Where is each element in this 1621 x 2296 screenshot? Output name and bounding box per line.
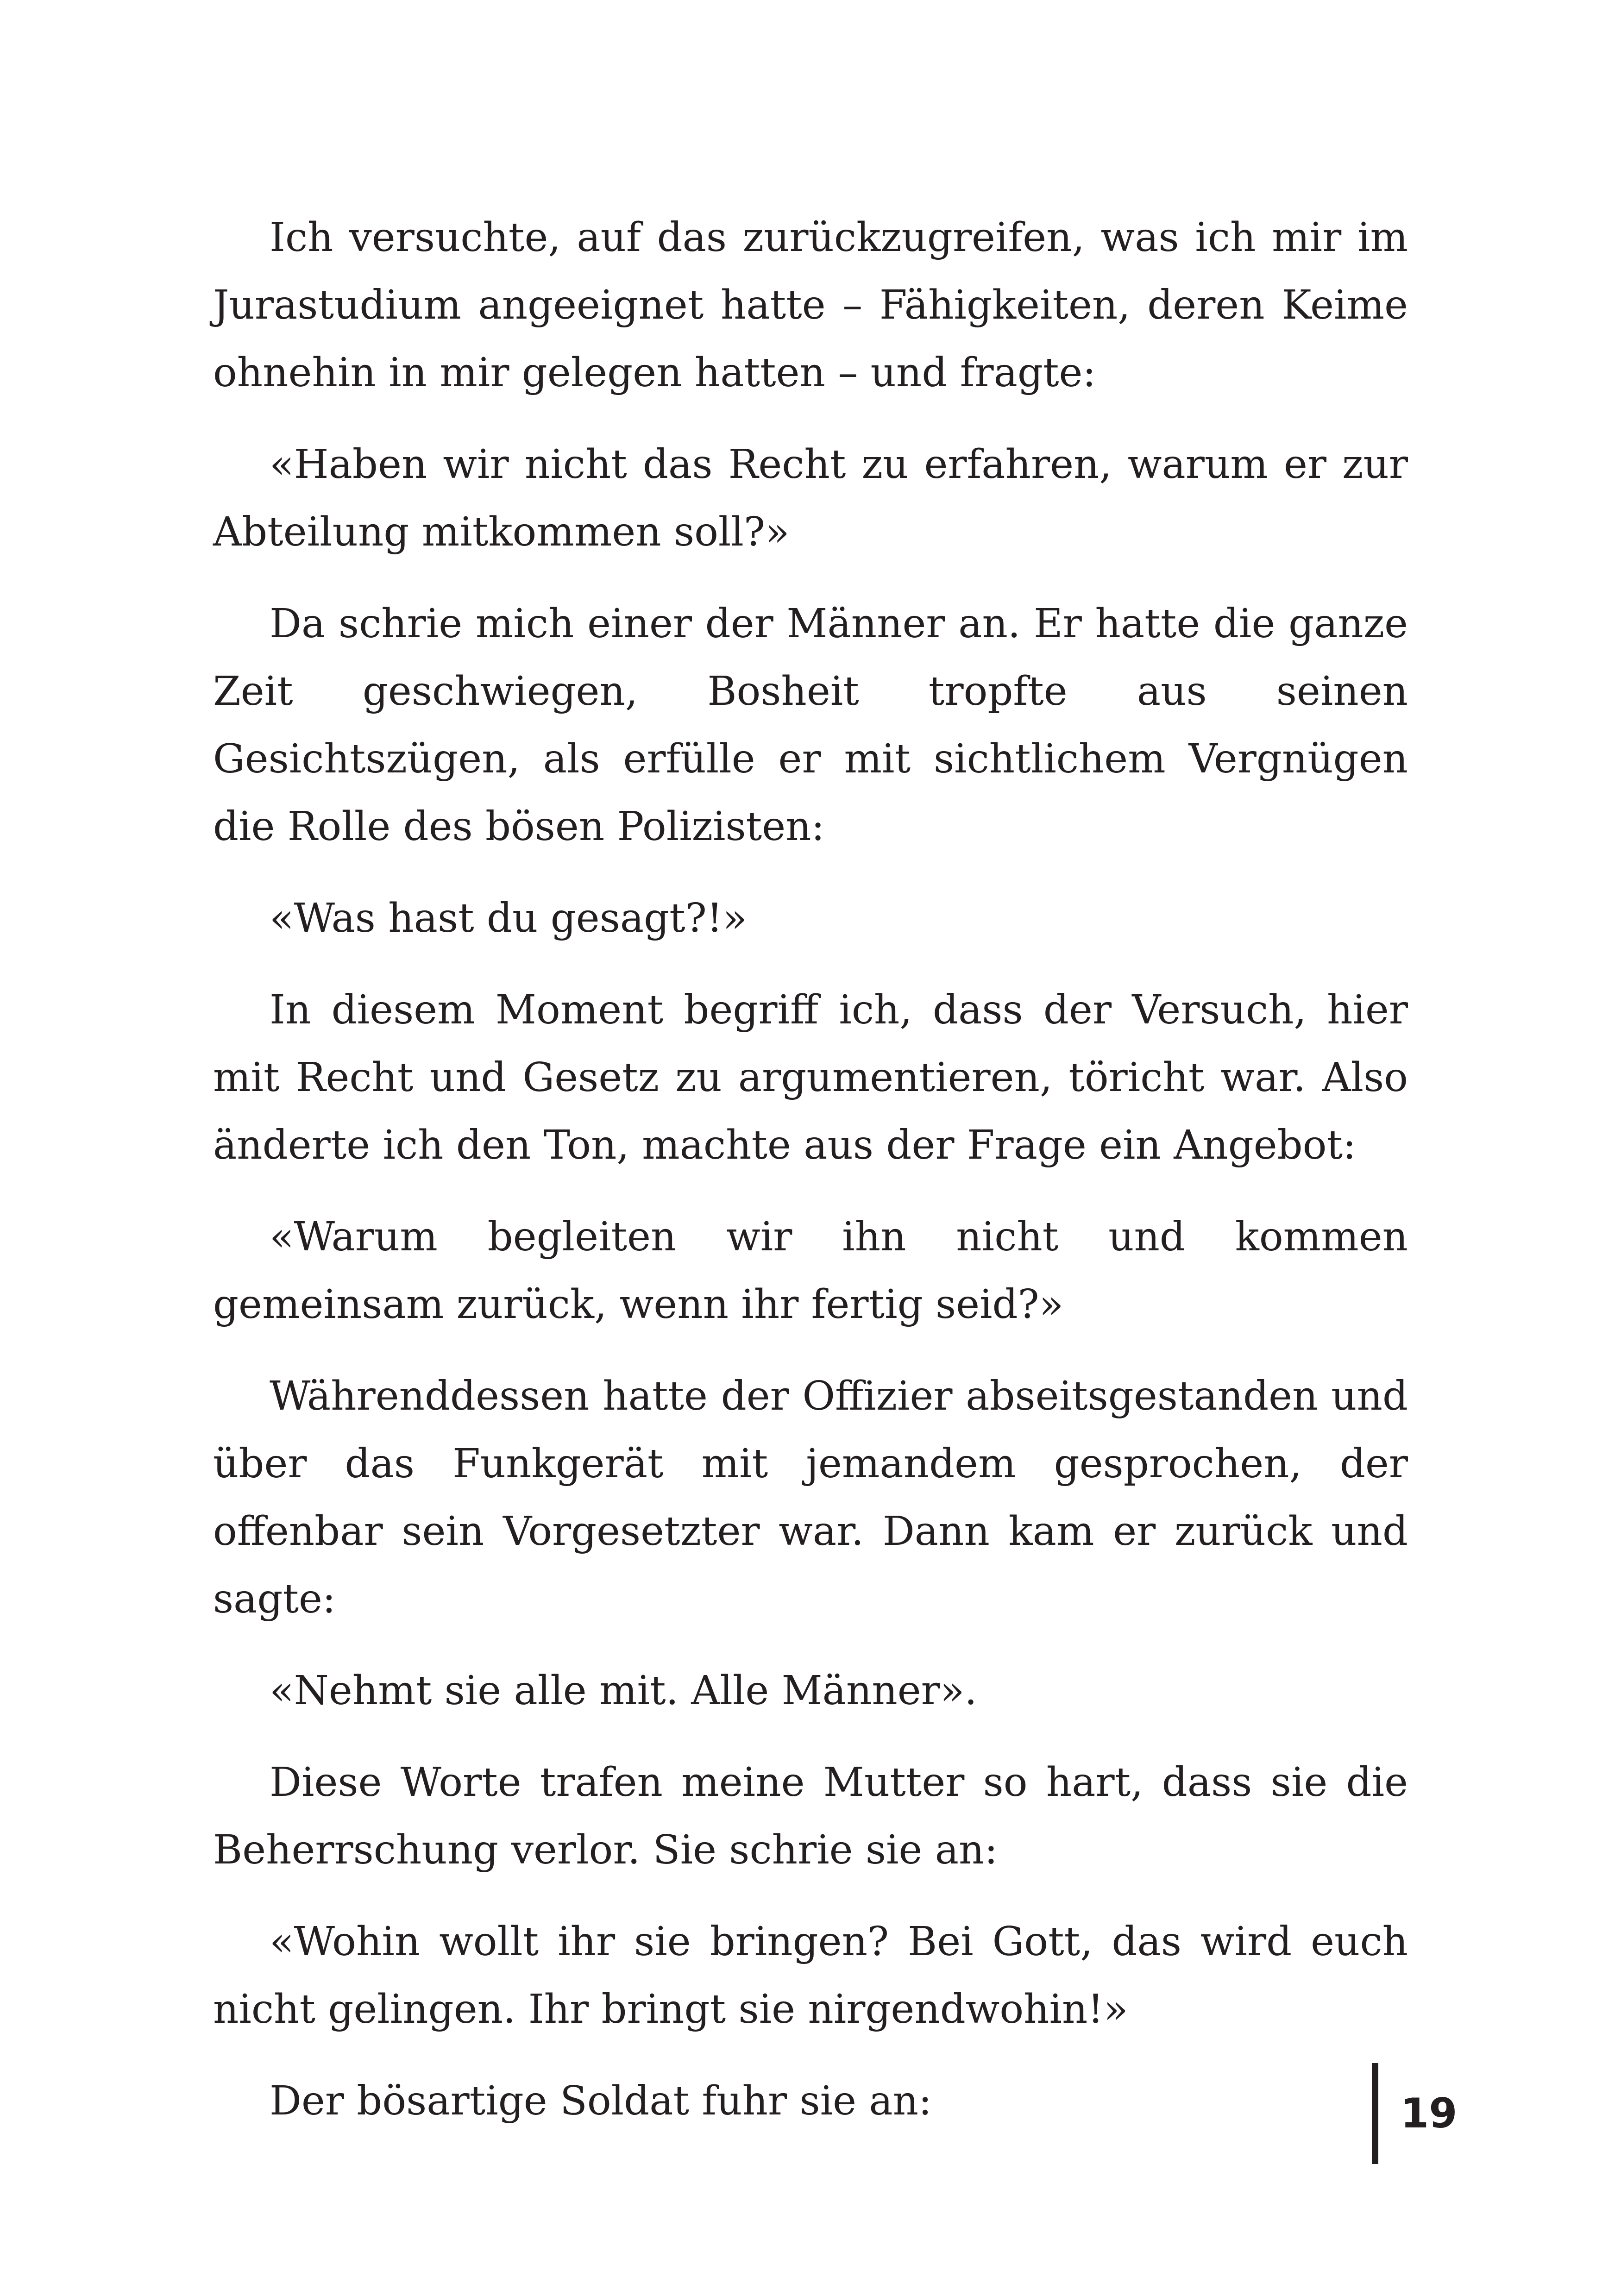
paragraph: Diese Worte trafen meine Mutter so hart, dass sie die Beherrschung verlor. Sie schrie sie an: [213,1759,1408,1873]
page-number-rule [1372,2063,1378,2164]
page-footer [1372,2063,1457,2164]
paragraph: Währenddessen hatte der Offizier abseitsgestanden und über das Funkgerät mit jemandem gesprochen, der offenbar sein Vorgesetzter war. Dann kam er zurück und sagte: [213,1373,1408,1622]
paragraph: Ich versuchte, auf das zurückzugreifen, was ich mir im Jurastudium angeeignet hatte – Fähigkeiten, deren Keime ohnehin in mir gelegen hatten – und fragte: [213,214,1408,396]
paragraph: Da schrie mich einer der Männer an. Er hatte die ganze Zeit geschwiegen, Bosheit tropfte aus seinen Gesichtszügen, als erfülle er mit sichtlichem Vergnügen die Rolle des bösen Polizisten: [213,601,1408,850]
paragraph: Der bösartige Soldat fuhr sie an: [270,2078,932,2124]
paragraph: «Was hast du gesagt?!» [270,895,747,941]
paragraph: «Haben wir nicht das Recht zu erfahren, warum er zur Abteilung mitkommen soll?» [213,441,1408,555]
paragraph: In diesem Moment begriff ich, dass der Versuch, hier mit Recht und Gesetz zu argumentieren, töricht war. Also änderte ich den Ton, machte aus der Frage ein Angebot: [213,987,1408,1168]
paragraph: «Warum begleiten wir ihn nicht und kommen gemeinsam zurück, wenn ihr fertig seid?» [213,1214,1408,1328]
body-text [213,204,1408,2159]
paragraph: «Wohin wollt ihr sie bringen? Bei Gott, das wird euch nicht gelingen. Ihr bringt sie nirgendwohin!» [213,1919,1408,2033]
paragraph: «Nehmt sie alle mit. Alle Männer». [270,1668,977,1714]
page-number: 19 [1401,2089,1458,2137]
